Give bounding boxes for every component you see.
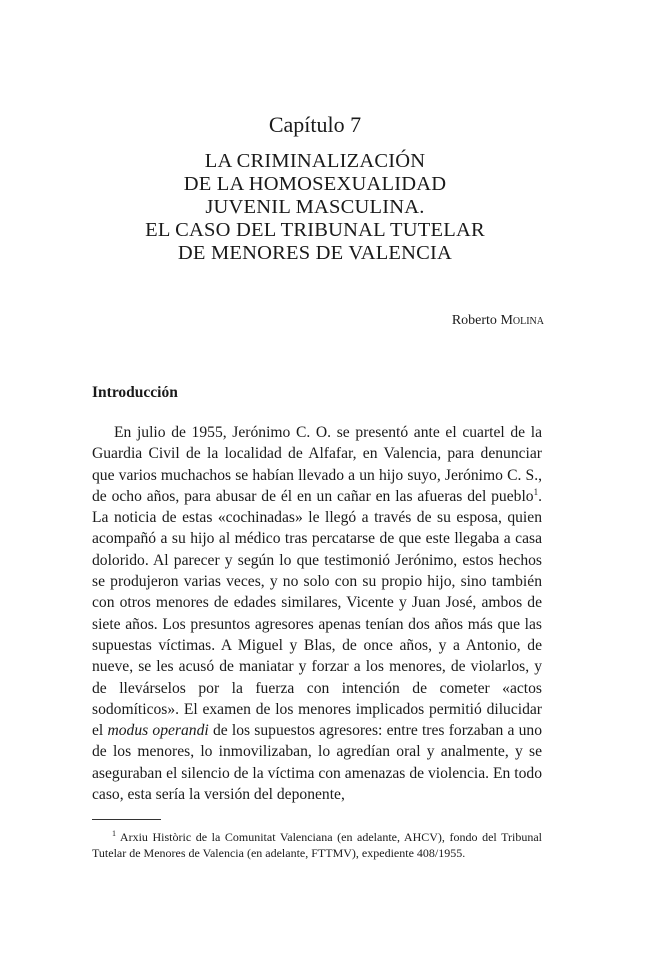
paragraph-text: . La noticia de estas «cochinadas» le llegó a través de su esposa, quien acompañó a su hijo al médico tras percatarse de que este llegaba a casa dolorido. Al parecer y según lo que testimonió Jerónimo, estos hechos se produjeron varias veces, y no solo con su propio hijo, sino también con otros menores de edades similares, Vicente y Juan José, ambos de siete años. Los presuntos agresores apenas tenían dos años más que las supuestas víctimas. A Miguel y Blas, de once años, y a Antonio, de nueve, se les acusó de maniatar y forzar a los menores, de violarlos, y de llevárselos por la fuerza con intención de cometer «actos sodomíticos». El examen de los menores implicados permitió dilucidar el — [92, 487, 542, 740]
author-name — [452, 313, 544, 329]
title-line: DE MENORES DE VALENCIA — [177, 242, 453, 264]
title-line: DE LA HOMOSEXUALIDAD — [183, 173, 447, 195]
author-last-name: Molina — [500, 313, 544, 328]
title-line: EL CASO DEL TRIBUNAL TUTELAR — [145, 219, 485, 241]
paragraph — [92, 422, 542, 805]
paragraph-text: de los supuestos agresores: entre tres forzaban a uno de los menores, lo inmovilizaban, lo agredían oral y analmente, y se aseguraban el silencio de la víctima con amenazas de violencia. En todo caso, esta sería la versión del deponente, — [92, 722, 542, 804]
author-first-name: Roberto — [451, 313, 501, 328]
chapter-number: Capítulo 7 — [268, 112, 362, 137]
footnote-reference: 1 — [533, 486, 539, 497]
body-text — [92, 422, 542, 805]
title-line: JUVENIL MASCULINA. — [205, 196, 425, 218]
footnote — [92, 830, 542, 861]
chapter-title — [0, 150, 630, 265]
footnote-number: 1 — [112, 829, 116, 838]
footnote-paragraph — [92, 830, 542, 861]
paragraph-text: En julio de 1955, Jerónimo C. O. se presentó ante el cuartel de la Guardia Civil de la localidad de Alfafar, en Valencia, para denunciar que varios muchachos se habían llevado a un hijo suyo, Jerónimo C. S., de ocho años, para abusar de él en un cañar en las afueras del pueblo — [92, 424, 542, 505]
footnote-text: Arxiu Històric de la Comunitat Valenciana (en adelante, AHCV), fondo del Tribunal Tutelar de Menores de Valencia (en adelante, FTTMV), expediente 408/1955. — [92, 830, 542, 860]
footnote-separator — [92, 819, 161, 820]
title-line: LA CRIMINALIZACIÓN — [204, 150, 426, 172]
section-heading: Introducción — [92, 384, 178, 401]
emphasis-text: modus operandi — [107, 722, 209, 740]
